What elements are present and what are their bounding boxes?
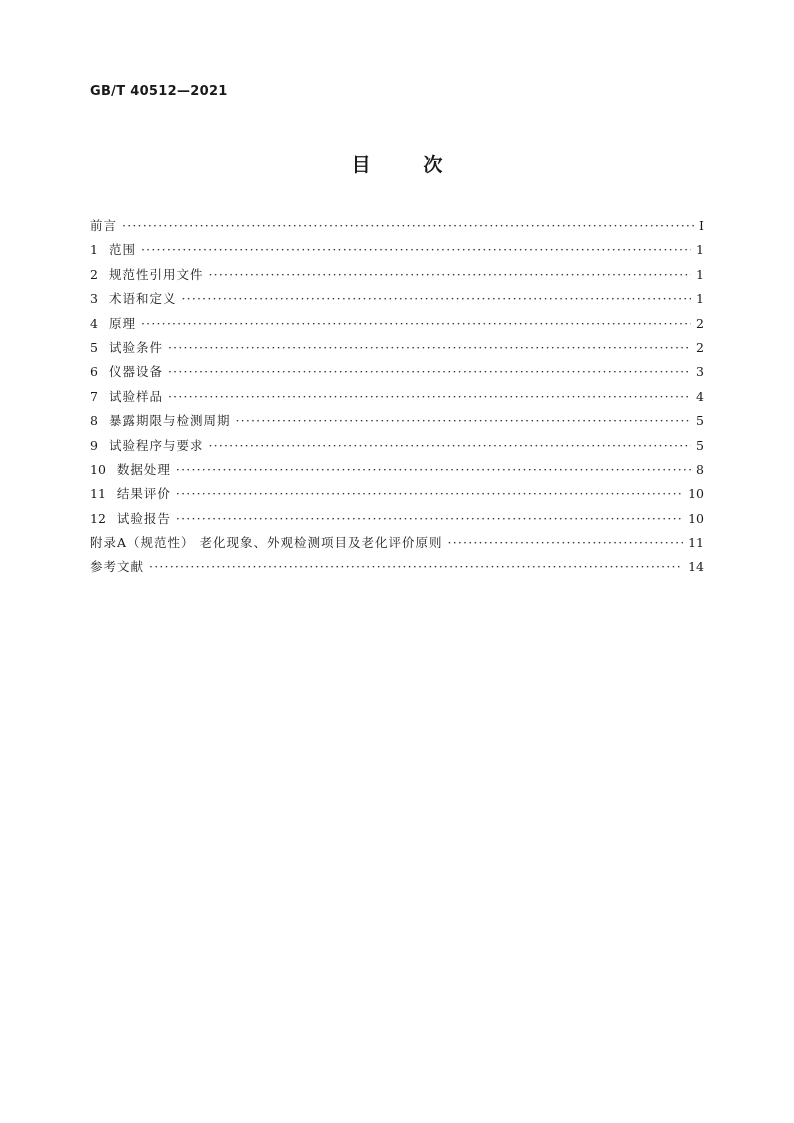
toc-leader-dots <box>208 267 691 282</box>
toc-leader-dots <box>176 511 683 526</box>
toc-entry-number: 7 <box>90 388 98 404</box>
toc-entry-number: 1 <box>90 242 98 258</box>
standard-code: GB/T 40512—2021 <box>90 84 228 99</box>
toc-entry-label: 结果评价 <box>116 486 171 502</box>
toc-entry-page: 2 <box>696 339 704 355</box>
toc-entry-number: 8 <box>90 413 98 429</box>
toc-entry-number: 9 <box>90 437 98 453</box>
toc-entry-page: 4 <box>696 388 704 404</box>
toc-leader-dots <box>168 364 691 379</box>
toc-title-char-1: 目 <box>351 154 371 176</box>
toc-entry-page: 3 <box>696 364 704 380</box>
toc-entry-number: 3 <box>90 291 98 307</box>
toc-entry-5[interactable] <box>90 338 704 362</box>
toc-entry-label: 暴露期限与检测周期 <box>108 413 231 429</box>
toc-entry-9[interactable] <box>90 436 704 460</box>
toc-entry-11[interactable] <box>90 484 704 508</box>
toc-title-char-2: 次 <box>423 154 443 176</box>
toc-entry-page: 11 <box>688 535 704 551</box>
toc-entry-number: 10 <box>90 461 106 477</box>
toc-entry-label: 试验条件 <box>108 339 163 355</box>
toc-entry-page: 1 <box>696 291 704 307</box>
toc-entry-page: 10 <box>688 486 704 502</box>
toc-entry-page: 14 <box>688 559 704 575</box>
toc-leader-dots <box>176 486 683 501</box>
toc-leader-dots <box>176 462 691 477</box>
toc-entry-foreword[interactable] <box>90 216 704 240</box>
toc-entry-label: 附录A（规范性） 老化现象、外观检测项目及老化评价原则 <box>90 535 443 551</box>
toc-leader-dots <box>122 218 694 233</box>
toc-entry-page: 1 <box>696 242 704 258</box>
toc-entry-number: 4 <box>90 315 98 331</box>
toc-entry-page: 8 <box>696 461 704 477</box>
toc-leader-dots <box>448 535 684 550</box>
toc-entry-number: 2 <box>90 266 98 282</box>
toc-entry-label: 规范性引用文件 <box>108 266 204 282</box>
toc-entry-label: 术语和定义 <box>108 291 177 307</box>
toc-entry-8[interactable] <box>90 411 704 435</box>
toc-leader-dots <box>235 413 691 428</box>
toc-entry-bibliography[interactable] <box>90 557 704 581</box>
toc-entry-number: 5 <box>90 339 98 355</box>
toc-entry-12[interactable] <box>90 509 704 533</box>
toc-entry-label: 仪器设备 <box>108 364 163 380</box>
toc-entry-7[interactable] <box>90 387 704 411</box>
toc-leader-dots <box>168 340 691 355</box>
toc-entry-label: 前言 <box>90 218 118 233</box>
toc-entry-number: 12 <box>90 510 106 526</box>
toc-entry-2[interactable] <box>90 265 704 289</box>
toc-entry-10[interactable] <box>90 460 704 484</box>
toc-entry-page: 1 <box>696 266 704 282</box>
toc-entry-annex-a[interactable] <box>90 533 704 557</box>
toc-leader-dots <box>168 389 691 404</box>
toc-entry-page: Ⅰ <box>699 218 704 233</box>
toc-entry-page: 5 <box>696 413 704 429</box>
toc-entry-number: 11 <box>90 486 106 502</box>
toc-entry-3[interactable] <box>90 289 704 313</box>
toc-title <box>0 150 794 177</box>
toc-entry-page: 5 <box>696 437 704 453</box>
toc-entry-label: 数据处理 <box>116 461 171 477</box>
toc-leader-dots <box>181 291 691 306</box>
toc-entry-label: 原理 <box>108 315 136 331</box>
table-of-contents <box>90 216 704 582</box>
toc-entry-label: 试验样品 <box>108 388 163 404</box>
toc-leader-dots <box>141 242 691 257</box>
toc-entry-label: 参考文献 <box>90 559 145 575</box>
toc-leader-dots <box>208 438 691 453</box>
toc-leader-dots <box>149 559 683 574</box>
toc-entry-label: 试验报告 <box>116 510 171 526</box>
toc-entry-page: 2 <box>696 315 704 331</box>
toc-entry-page: 10 <box>688 510 704 526</box>
toc-entry-label: 试验程序与要求 <box>108 437 204 453</box>
toc-leader-dots <box>141 316 691 331</box>
toc-entry-6[interactable] <box>90 362 704 386</box>
toc-entry-label: 范围 <box>108 242 136 258</box>
toc-entry-number: 6 <box>90 364 98 380</box>
toc-entry-4[interactable] <box>90 314 704 338</box>
toc-entry-1[interactable] <box>90 240 704 264</box>
